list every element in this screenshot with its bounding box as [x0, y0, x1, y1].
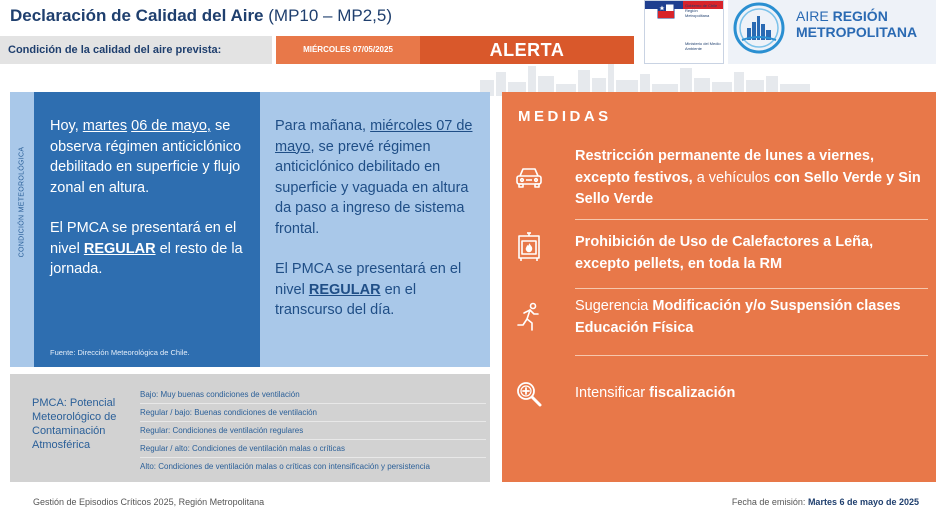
title-main: Declaración de Calidad del Aire — [10, 6, 264, 25]
tomorrow-text-a: Para mañana, — [275, 118, 367, 134]
tomorrow-date: miércoles 07 de mayo, — [275, 118, 473, 155]
condition-bar — [0, 36, 634, 64]
footer-issue-date — [732, 497, 919, 507]
today-text-b: se observa régimen anticiclónico debilitado en superficie y flujo zonal en altura. — [50, 118, 242, 196]
magnifier-icon — [514, 379, 544, 409]
measure-text — [575, 232, 925, 275]
tomorrow-pmca-text-end: en el transcurso del día. — [275, 281, 417, 318]
running-person-icon — [514, 302, 544, 332]
meteorological-condition-panel — [10, 92, 490, 367]
pmca-title: PMCA: Potencial Meteorológico de Contaminación Atmosférica — [32, 397, 117, 451]
today-paragraph-1 — [50, 116, 246, 198]
title-subtitle: (MP10 – MP2,5) — [268, 6, 393, 25]
measure-text — [575, 383, 925, 405]
stove-fire-icon — [514, 232, 544, 262]
aire-emblem-icon — [730, 0, 788, 56]
measures-divider — [575, 288, 928, 289]
meteo-side-label-container — [10, 92, 34, 367]
pmca-level-item: Regular: Condiciones de ventilación regulares — [140, 422, 486, 440]
tomorrow-paragraph-1 — [275, 116, 476, 239]
condition-label: Condición de la calidad del aire prevista: — [0, 36, 272, 64]
page-title — [10, 6, 392, 26]
gov-logo-text-2: Ministerio del Medio Ambiente — [685, 41, 721, 51]
today-text-a: Hoy, — [50, 118, 79, 134]
measure-text-normal: Intensificar — [575, 385, 650, 401]
pmca-levels-list — [140, 386, 486, 476]
condition-status-badge: ALERTA — [420, 36, 634, 64]
aire-region-logo — [728, 0, 936, 64]
measure-text-bold: Restricción permanente de lunes a viernes, excepto festivos, — [575, 148, 874, 186]
condition-date: MIÉRCOLES 07/05/2025 — [276, 36, 420, 64]
meteo-side-label: CONDICIÓN METEOROLÓGICA — [18, 146, 26, 258]
today-pmca-text-end: el resto de la jornada. — [50, 240, 243, 277]
today-paragraph-2 — [50, 218, 246, 280]
footer-left-text: Gestión de Episodios Críticos 2025, Región Metropolitana — [33, 497, 265, 507]
measure-text-bold: Modificación y/o Suspensión clases Educación Física — [575, 298, 901, 336]
gov-logo-text-1: Gobierno de Chile · Región Metropolitana — [685, 3, 720, 18]
tomorrow-pmca-text: El PMCA se presentará en el nivel — [275, 261, 462, 298]
tomorrow-paragraph-2 — [275, 259, 476, 321]
chile-shield-icon — [657, 3, 675, 19]
tomorrow-pmca-level: REGULAR — [308, 281, 381, 298]
aire-logo-word: AIRE — [796, 8, 829, 24]
today-date: 06 de mayo, — [131, 118, 211, 134]
footer-issue-value: Martes 6 de mayo de 2025 — [807, 497, 919, 507]
pmca-level-item: Regular / bajo: Buenas condiciones de ventilación — [140, 404, 486, 422]
today-pmca-level: REGULAR — [83, 240, 156, 257]
measure-text — [575, 296, 925, 339]
tomorrow-forecast — [260, 92, 490, 367]
today-day: martes — [82, 118, 128, 134]
measure-text-bold: Prohibición de Uso de Calefactores a Leña, excepto pellets, en toda la RM — [575, 234, 874, 272]
measure-text-bold-2: con Sello Verde y Sin Sello Verde — [575, 169, 921, 207]
measures-divider — [575, 355, 928, 356]
measure-text-normal: Sugerencia — [575, 298, 653, 314]
tomorrow-text-b: se prevé régimen anticiclónico debilitado en superficie y vaguada en altura da paso a ingreso de sistema frontal. — [275, 138, 469, 237]
today-pmca-text: El PMCA se presentará en el nivel — [50, 220, 237, 257]
pmca-legend-panel — [10, 374, 490, 482]
measure-text — [575, 146, 925, 211]
footer-issue-label: Fecha de emisión: — [731, 497, 806, 507]
car-icon — [514, 162, 544, 192]
aire-logo-region: REGIÓN — [832, 8, 888, 24]
measures-title: MEDIDAS — [518, 108, 612, 125]
pmca-level-item: Regular / alto: Condiciones de ventilación malas o críticas — [140, 440, 486, 458]
government-logo — [644, 0, 724, 64]
measures-divider — [575, 219, 928, 220]
measure-text-bold: fiscalización — [649, 385, 736, 401]
meteo-source: Fuente: Dirección Meteorológica de Chile. — [50, 348, 190, 357]
city-skyline-decoration — [480, 60, 810, 96]
aire-logo-metropolitana: METROPOLITANA — [796, 24, 918, 40]
aire-logo-text — [796, 8, 917, 40]
today-forecast — [34, 92, 260, 367]
pmca-level-item: Bajo: Muy buenas condiciones de ventilación — [140, 386, 486, 404]
measure-text-normal: a vehículos — [692, 169, 775, 186]
measures-panel — [502, 92, 936, 482]
pmca-level-item: Alto: Condiciones de ventilación malas o críticas con intensificación y persistencia — [140, 462, 430, 471]
